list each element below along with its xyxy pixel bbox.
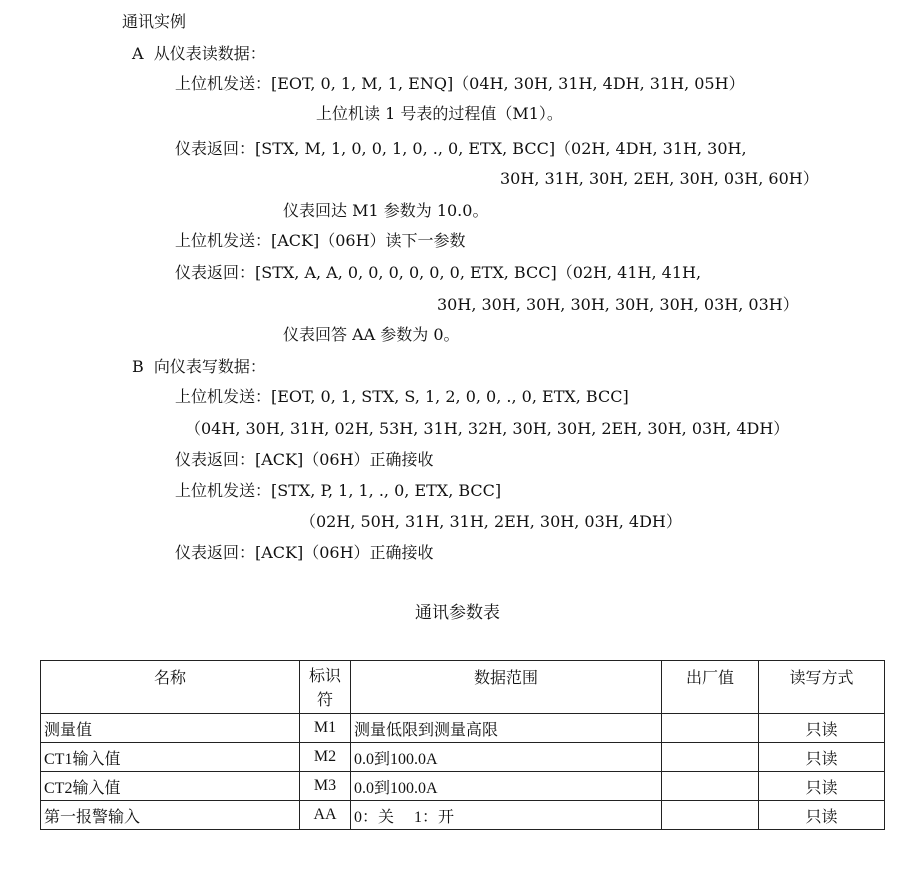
header-id <box>300 661 351 714</box>
example-b-line: （04H, 30H, 31H, 02H, 53H, 31H, 32H, 30H, 30H, 2EH, 30H, 03H, 4DH） <box>185 419 790 438</box>
cell-id: M1 <box>300 714 351 743</box>
cell-id: AA <box>300 801 351 830</box>
cell-rw: 只读 <box>759 714 885 743</box>
table-row <box>41 714 885 743</box>
cell-name: CT2输入值 <box>41 772 300 801</box>
cell-default <box>662 801 759 830</box>
example-a-line: 30H, 30H, 30H, 30H, 30H, 30H, 03H, 03H） <box>437 295 799 314</box>
cell-id: M3 <box>300 772 351 801</box>
example-b-line: 仪表返回：[ACK]（06H）正确接收 <box>175 450 434 469</box>
example-a-line: 仪表返回：[STX, A, A, 0, 0, 0, 0, 0, 0, ETX, BCC]（02H, 41H, 41H, <box>175 263 702 282</box>
header-rw: 读写方式 <box>759 661 885 714</box>
example-a-line: 仪表回达 M1 参数为 10.0。 <box>283 201 489 220</box>
cell-id: M2 <box>300 743 351 772</box>
example-b-line: 上位机发送：[EOT, 0, 1, STX, S, 1, 2, 0, 0, ., 0, ETX, BCC] <box>175 387 629 406</box>
cell-name: CT1输入值 <box>41 743 300 772</box>
example-b-line: 仪表返回：[ACK]（06H）正确接收 <box>175 543 434 562</box>
cell-rw: 只读 <box>759 743 885 772</box>
cell-rw: 只读 <box>759 772 885 801</box>
example-a-line: 30H, 31H, 30H, 2EH, 30H, 03H, 60H） <box>500 169 819 188</box>
example-a-line: 仪表回答 AA 参数为 0。 <box>283 325 460 344</box>
table-row <box>41 772 885 801</box>
example-b-line: （02H, 50H, 31H, 31H, 2EH, 30H, 03H, 4DH） <box>300 512 682 531</box>
example-a-line: 上位机发送：[ACK]（06H）读下一参数 <box>175 231 466 250</box>
cell-name: 测量值 <box>41 714 300 743</box>
header-name: 名称 <box>41 661 300 714</box>
cell-rw: 只读 <box>759 801 885 830</box>
cell-default <box>662 743 759 772</box>
cell-range: 测量低限到测量高限 <box>351 714 662 743</box>
cell-default <box>662 772 759 801</box>
header-range: 数据范围 <box>351 661 662 714</box>
table-header-row <box>41 661 885 714</box>
example-a-line: 上位机发送：[EOT, 0, 1, M, 1, ENQ]（04H, 30H, 31H, 4DH, 31H, 05H） <box>175 74 745 93</box>
cell-range: 0.0到100.0A <box>351 743 662 772</box>
cell-default <box>662 714 759 743</box>
cell-name: 第一报警输入 <box>41 801 300 830</box>
example-a-line: 上位机读 1 号表的过程值（M1）。 <box>316 104 563 123</box>
example-a-line: 仪表返回：[STX, M, 1, 0, 0, 1, 0, ., 0, ETX, BCC]（02H, 4DH, 31H, 30H, <box>175 139 747 158</box>
example-a-heading: A 从仪表读数据： <box>132 44 266 63</box>
header-id-line2: 符 <box>316 692 333 709</box>
cell-range: 0：关 1：开 <box>351 801 662 830</box>
header-id-line1: 标识 <box>308 668 341 685</box>
example-b-line: 上位机发送：[STX, P, 1, 1, ., 0, ETX, BCC] <box>175 481 502 500</box>
table-row <box>41 743 885 772</box>
section-title: 通讯实例 <box>122 12 187 31</box>
table-row <box>41 801 885 830</box>
params-table <box>40 660 885 830</box>
table-caption: 通讯参数表 <box>415 603 500 623</box>
header-default: 出厂值 <box>662 661 759 714</box>
cell-range: 0.0到100.0A <box>351 772 662 801</box>
example-b-heading: B 向仪表写数据： <box>132 357 266 376</box>
